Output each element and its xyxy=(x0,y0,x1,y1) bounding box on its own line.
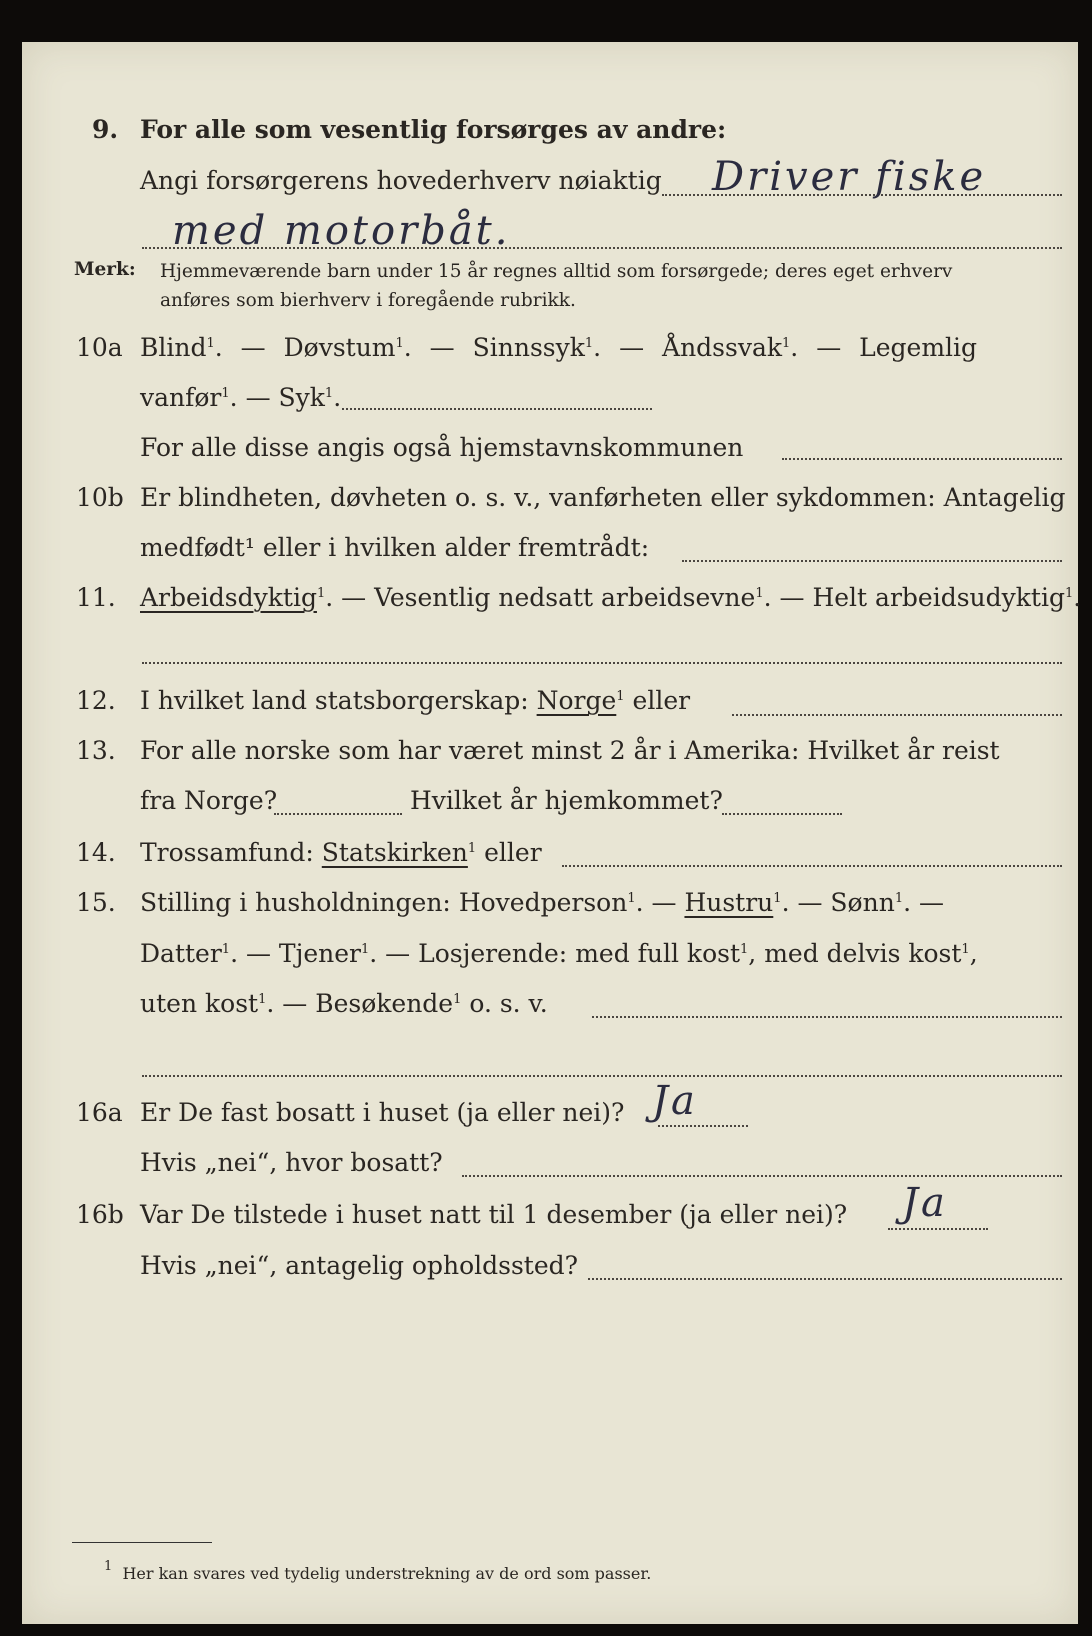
footnote-rule xyxy=(72,1542,212,1543)
q12-number: 12. xyxy=(76,686,116,715)
q13-line-1: For alle norske som har været minst 2 år i Amerika: Hvilket år reist xyxy=(140,736,1000,765)
option-arbeidsdyktig: Arbeidsdyktig xyxy=(140,583,317,612)
option-losjerende: Losjerende: xyxy=(418,939,568,968)
q13-year-returned-line[interactable] xyxy=(722,813,842,815)
q11-number: 11. xyxy=(76,583,116,612)
option-hustru: Hustru xyxy=(684,888,774,917)
q11-line-1: Arbeidsdyktig$^1$. — Vesentlig nedsatt arbeidsevne$^1$. — Helt arbeidsudyktig$^1$. xyxy=(140,583,1082,612)
option-dovstum: Døvstum xyxy=(283,333,396,362)
option-udyktig: Helt arbeidsudyktig xyxy=(812,583,1065,612)
q16b-line-1: Var De tilstede i huset natt til 1 desember (ja eller nei)? xyxy=(140,1200,848,1229)
q13-label-right: Hvilket år hjemkommet? xyxy=(410,786,723,815)
option-blind: Blind xyxy=(140,333,207,362)
q10b-number: 10b xyxy=(76,483,124,512)
option-besokende: Besøkende xyxy=(315,989,454,1018)
q16b-answer-handwritten: Ja xyxy=(902,1180,948,1226)
note-line-1: Hjemmeværende barn under 15 år regnes alltid som forsørgede; deres eget erhverv xyxy=(160,261,953,282)
q15-number: 15. xyxy=(76,888,116,917)
q10b-answer-line[interactable] xyxy=(682,560,1062,562)
q9-title: For alle som vesentlig forsørges av andre: xyxy=(140,115,727,144)
q9-number: 9. xyxy=(92,115,119,144)
option-statskirken: Statskirken xyxy=(321,838,468,867)
q14-answer-line[interactable] xyxy=(562,865,1062,867)
q15-line-2: Datter$^1$. — Tjener$^1$. — Losjerende: med full kost$^1$, med delvis kost$^1$, xyxy=(140,939,978,968)
q16a-number: 16a xyxy=(76,1098,123,1127)
q16a-where-line[interactable] xyxy=(462,1175,1062,1177)
q16a-line-2: Hvis „nei“, hvor bosatt? xyxy=(140,1148,443,1177)
q10b-line-2: medfødt¹ eller i hvilken alder fremtrådt: xyxy=(140,533,650,562)
q14-number: 14. xyxy=(76,838,116,867)
option-delvis-kost: med delvis kost xyxy=(764,939,962,968)
option-tjener: Tjener xyxy=(278,939,361,968)
option-datter: Datter xyxy=(140,939,222,968)
q13-year-left-line[interactable] xyxy=(274,813,402,815)
q16b-where-line[interactable] xyxy=(588,1278,1062,1280)
option-vanfor: vanfør xyxy=(140,383,222,412)
q15-line-3: uten kost$^1$. — Besøkende$^1$ o. s. v. xyxy=(140,989,548,1018)
q11-answer-line[interactable] xyxy=(142,662,1062,664)
q16a-answer-line[interactable] xyxy=(658,1125,748,1127)
option-sonn: Sønn xyxy=(830,888,895,917)
q10b-line-1: Er blindheten, døvheten o. s. v., vanførheten eller sykdommen: Antagelig xyxy=(140,483,1066,512)
q15-answer-line-1[interactable] xyxy=(592,1016,1062,1018)
q15-line-1: Stilling i husholdningen: Hovedperson$^1$. — Hustru$^1$. — Sønn$^1$. — xyxy=(140,888,944,917)
q14-line: Trossamfund: Statskirken$^1$ eller xyxy=(140,838,542,867)
option-andssvak: Åndssvak xyxy=(662,333,783,362)
q10a-answer-line[interactable] xyxy=(342,408,652,410)
q10a-line-1: Blind$^1$. — Døvstum$^1$. — Sinnssyk$^1$. — Åndssvak$^1$. — Legemlig xyxy=(140,333,978,362)
q9-prompt: Angi forsørgerens hovederhverv nøiaktig xyxy=(140,166,662,195)
q10a-line-2: vanfør$^1$. — Syk$^1$. xyxy=(140,383,342,412)
option-norge: Norge xyxy=(536,686,617,715)
form-page xyxy=(22,42,1082,1624)
q9-answer-handwritten-2: med motorbåt. xyxy=(172,208,511,254)
option-hovedperson: Hovedperson xyxy=(458,888,628,917)
footnote: $^1$ Her kan svares ved tydelig understrekning av de ord som passer. xyxy=(104,1559,652,1583)
option-uten-kost: uten kost xyxy=(140,989,259,1018)
q10a-line-3: For alle disse angis også hjemstavnskommunen xyxy=(140,433,744,462)
q16a-line-1: Er De fast bosatt i huset (ja eller nei)? xyxy=(140,1098,625,1127)
option-legemlig: Legemlig xyxy=(859,333,978,362)
q12-answer-line[interactable] xyxy=(732,714,1062,716)
note-label: Merk: xyxy=(74,259,136,280)
q13-label-left: fra Norge? xyxy=(140,786,278,815)
q12-line: I hvilket land statsborgerskap: Norge$^1$ eller xyxy=(140,686,691,715)
q15-answer-line-2[interactable] xyxy=(142,1075,1062,1077)
q9-answer-handwritten-1: Driver fiske xyxy=(712,154,987,200)
option-nedsatt: Vesentlig nedsatt arbeidsevne xyxy=(374,583,756,612)
q10a-number: 10a xyxy=(76,333,123,362)
q10a-hometown-line[interactable] xyxy=(782,458,1062,460)
option-syk: Syk xyxy=(278,383,325,412)
q16a-answer-handwritten: Ja xyxy=(652,1078,698,1124)
note-line-2: anføres som bierhverv i foregående rubrikk. xyxy=(160,290,576,311)
q16b-answer-line[interactable] xyxy=(888,1228,988,1230)
option-sinnssyk: Sinnssyk xyxy=(472,333,585,362)
option-full-kost: med full kost xyxy=(575,939,741,968)
q16b-number: 16b xyxy=(76,1200,124,1229)
q13-number: 13. xyxy=(76,736,116,765)
q16b-line-2: Hvis „nei“, antagelig opholdssted? xyxy=(140,1251,579,1280)
